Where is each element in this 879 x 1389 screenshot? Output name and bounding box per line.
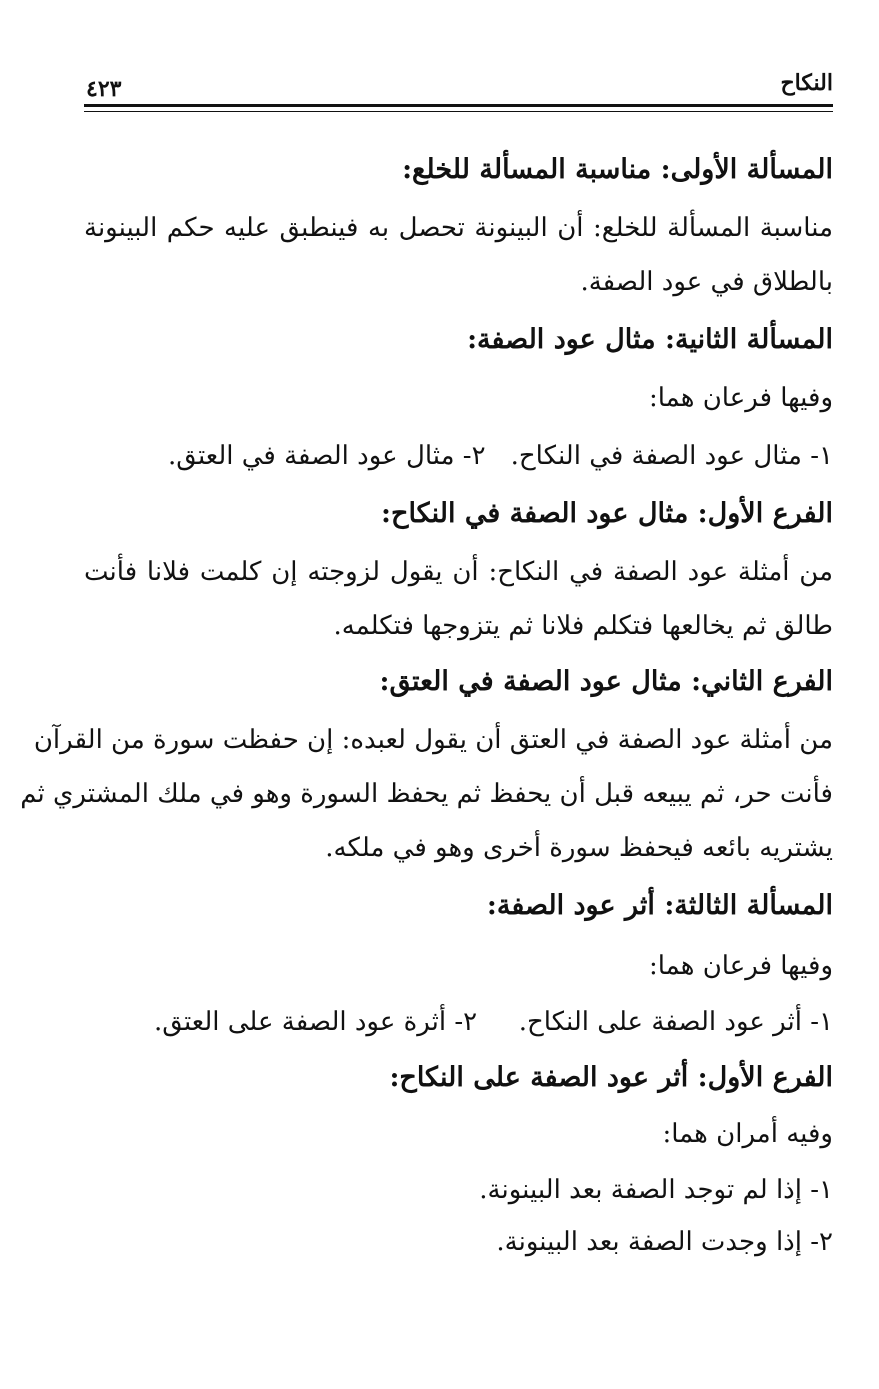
page-number: ٤٢٣ [86, 76, 122, 102]
running-title: النكاح [780, 70, 833, 96]
branch-heading: الفرع الأول: مثال عود الصفة في النكاح: [381, 498, 833, 529]
list-item: ٢- أثرة عود الصفة على العتق. [154, 1007, 478, 1037]
section-heading: المسألة الثانية: مثال عود الصفة: [467, 324, 833, 355]
paragraph-line: طالق ثم يخالعها فتكلم فلانا ثم يتزوجها فتكلمه. [333, 611, 833, 641]
page-header [84, 62, 833, 120]
list-intro: وفيها فرعان هما: [649, 383, 833, 413]
paragraph-line: من أمثلة عود الصفة في النكاح: أن يقول لزوجته إن كلمت فلانا فأنت [84, 557, 833, 587]
list-item: ٢- مثال عود الصفة في العتق. [168, 441, 486, 471]
list-intro: وفيه أمران هما: [662, 1119, 833, 1149]
paragraph-line: مناسبة المسألة للخلع: أن البينونة تحصل به فينطبق عليه حكم البينونة [84, 213, 834, 243]
paragraph-line: من أمثلة عود الصفة في العتق أن يقول لعبده: إن حفظت سورة من القرآن [33, 725, 833, 755]
paragraph-line: فأنت حر، ثم يبيعه قبل أن يحفظ ثم يحفظ السورة وهو في ملك المشتري ثم [20, 779, 833, 809]
list-item: ١- إذا لم توجد الصفة بعد البينونة. [479, 1175, 833, 1205]
paragraph-line: بالطلاق في عود الصفة. [580, 267, 833, 297]
paragraph-line: يشتريه بائعه فيحفظ سورة أخرى وهو في ملكه. [325, 833, 833, 863]
branch-heading: الفرع الأول: أثر عود الصفة على النكاح: [389, 1062, 833, 1093]
list-item: ١- مثال عود الصفة في النكاح. [510, 441, 833, 471]
header-rule-thin [84, 111, 833, 112]
list-item: ١- أثر عود الصفة على النكاح. [518, 1007, 833, 1037]
header-rule [84, 104, 833, 107]
branch-heading: الفرع الثاني: مثال عود الصفة في العتق: [379, 666, 833, 697]
section-heading: المسألة الثالثة: أثر عود الصفة: [486, 890, 833, 921]
list-intro: وفيها فرعان هما: [649, 951, 833, 981]
list-item: ٢- إذا وجدت الصفة بعد البينونة. [496, 1227, 833, 1257]
section-heading: المسألة الأولى: مناسبة المسألة للخلع: [402, 154, 833, 185]
